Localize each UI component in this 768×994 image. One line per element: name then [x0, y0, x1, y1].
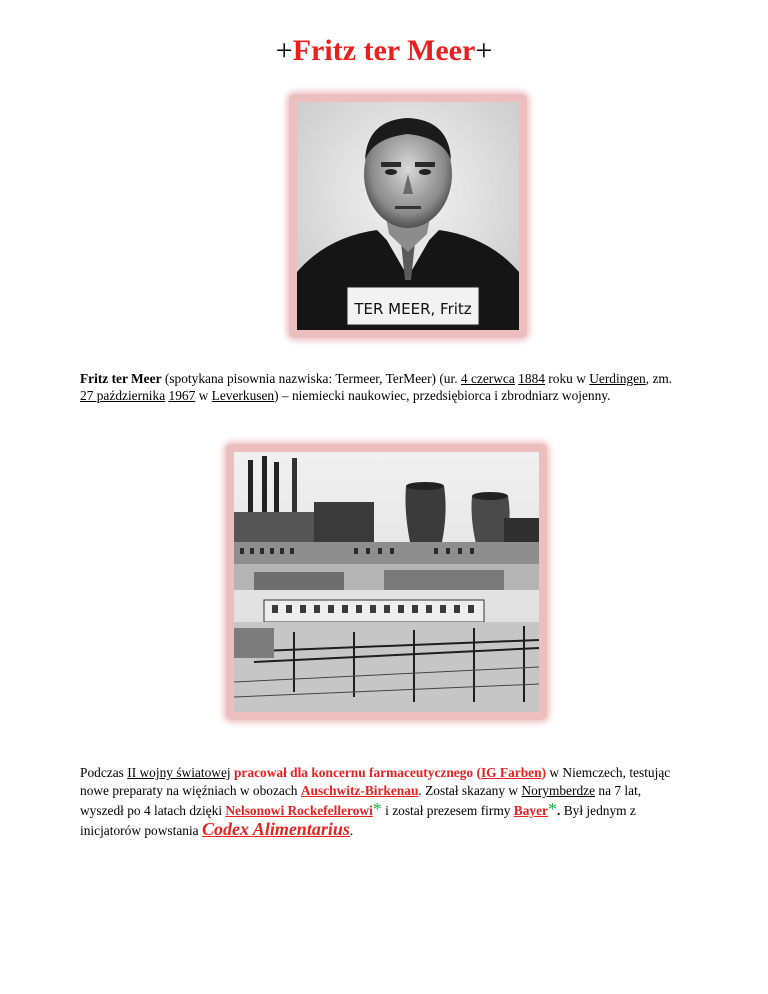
- title-plus-right: +: [475, 34, 493, 67]
- factory-image: [234, 452, 539, 712]
- history-text-4: . Został skazany w: [418, 783, 522, 798]
- history-text-7: .: [557, 803, 564, 818]
- portrait-illustration: [297, 102, 519, 330]
- link-ig-farben[interactable]: IG Farben: [480, 765, 542, 780]
- history-worked-close: ): [541, 765, 547, 780]
- bio-name: Fritz ter Meer: [80, 371, 162, 386]
- bio-text-7: ) – niemiecki naukowiec, przedsiębiorca i zbrodniarz wojenny.: [274, 388, 611, 403]
- link-birth-year[interactable]: 1884: [518, 371, 545, 386]
- history-text-3: w Niemczech, testując nowe preparaty na więźniach w obozach: [80, 765, 671, 798]
- link-death-date[interactable]: 27 października: [80, 388, 166, 403]
- bio-text-3: roku w: [544, 371, 590, 386]
- bio-text-4: , zm.: [645, 371, 673, 386]
- link-nuremberg[interactable]: Norymberdze: [521, 783, 596, 798]
- history-text-6: i został prezesem firmy: [381, 803, 514, 818]
- portrait-image: [297, 102, 519, 330]
- history-text-1: Podczas: [80, 765, 128, 780]
- link-bayer[interactable]: Bayer: [513, 803, 549, 818]
- link-rockefeller[interactable]: Nelsonowi Rockefellerowi: [225, 803, 373, 818]
- factory-illustration: [234, 452, 539, 712]
- star-icon: *: [372, 799, 382, 819]
- history-text-5: na 7 lat, wyszedł po 4 latach dzięki: [80, 783, 642, 818]
- link-birth-date[interactable]: 4 czerwca: [460, 371, 515, 386]
- history-text-8: Był jednym z inicjatorów powstania: [80, 803, 636, 838]
- bio-text-6: w: [195, 388, 212, 403]
- link-leverkusen[interactable]: Leverkusen: [211, 388, 275, 403]
- link-ww2[interactable]: II wojny światowej: [127, 765, 231, 780]
- link-death-year[interactable]: 1967: [168, 388, 196, 403]
- link-codex[interactable]: Codex Alimentarius: [201, 819, 350, 839]
- factory-photo: [226, 444, 547, 720]
- star-icon-2: *: [548, 799, 558, 819]
- bio-paragraph: [80, 370, 680, 404]
- portrait-sign-text: TER MEER, Fritz: [354, 300, 472, 318]
- portrait-photo: [289, 94, 527, 338]
- page-title: [0, 34, 768, 68]
- history-text-9: .: [349, 823, 354, 838]
- history-paragraph: [80, 764, 680, 840]
- link-auschwitz[interactable]: Auschwitz-Birkenau: [300, 783, 419, 798]
- history-worked: pracował dla koncernu farmaceutycznego (: [233, 765, 481, 780]
- link-uerdingen[interactable]: Uerdingen: [589, 371, 646, 386]
- bio-text-1: (spotykana pisownia nazwiska: Termeer, TerMeer) (ur.: [161, 371, 461, 386]
- title-name: Fritz ter Meer: [292, 34, 476, 67]
- title-plus-left: +: [275, 34, 293, 67]
